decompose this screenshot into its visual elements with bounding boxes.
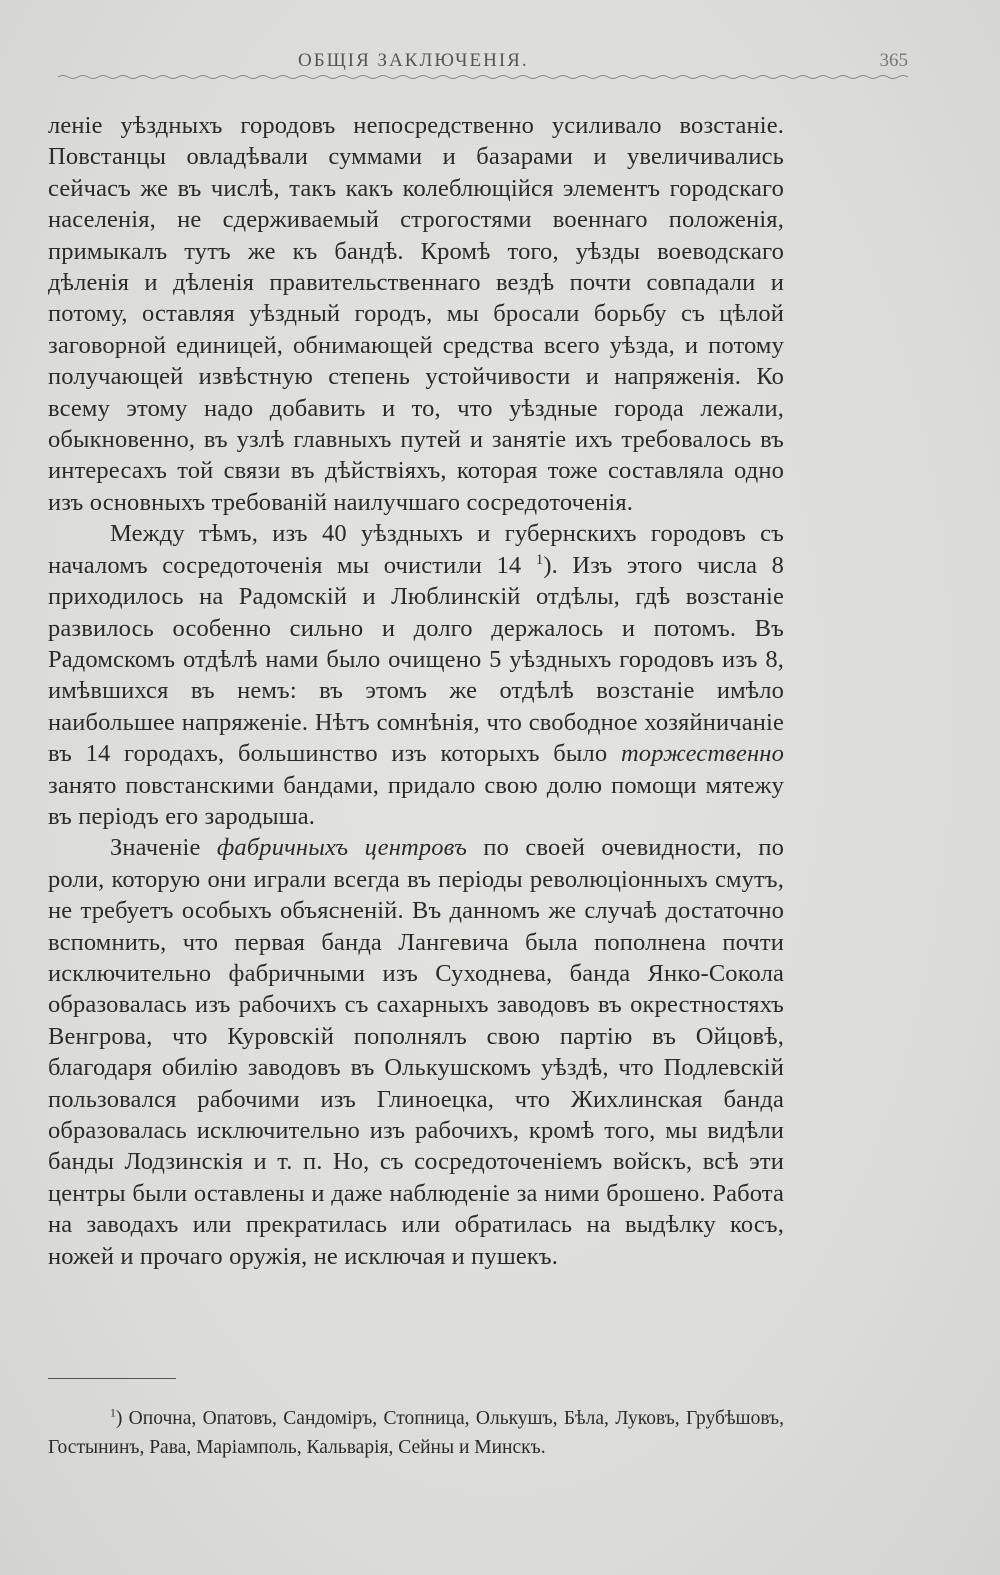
- footnote-divider: [48, 1378, 176, 1379]
- paragraph-3-part-b: по своей очевидности, по роли, которую они играли всегда въ періоды революціонныхъ смутъ, не требуетъ особыхъ объясненій. Въ данномъ же случаѣ достаточно вспомнить, что первая банда Лангевича была пополнена почти исключительно фабричными изъ Суходнева, банда Янко-Сокола образовалась изъ рабочихъ съ сахарныхъ заводовъ въ окрестностяхъ Венгрова, что Куровскій пополнялъ свою партію въ Ойцовѣ, благодаря обилію заводовъ въ Олькушскомъ уѣздѣ, что Подлевскій пользовался рабочими изъ Глиноецка, что Жихлинская банда образовалась исключительно изъ рабочихъ, кромѣ того, мы видѣли банды Лодзинскія и т. п. Но, съ сосредоточеніемъ войскъ, всѣ эти центры были оставлены и даже наблюденіе за ними брошено. Работа на заводахъ или прекратилась или обратилась на выдѣлку косъ, ножей и прочаго оружія, не исключая и пушекъ.: [48, 834, 784, 1270]
- main-text: [48, 110, 784, 1272]
- footnote-reference: 1: [535, 551, 544, 568]
- paragraph-3: [48, 832, 784, 1272]
- footnote: [48, 1404, 784, 1462]
- paragraph-3-part-a: Значеніе: [110, 834, 201, 862]
- paragraph-2-part-b: ). Изъ этого числа 8 приходилось на Радомскій и Люблинскій отдѣлы, гдѣ возстаніе развилось особенно сильно и долго держалось и потомъ. Въ Радомскомъ отдѣлѣ нами было очищено 5 уѣздныхъ городовъ изъ 8, имѣвшихся въ немъ: въ этомъ же отдѣлѣ возстаніе имѣло наибольшее напряженіе. Нѣтъ сомнѣнія, что свободное хозяйничаніе въ 14 городахъ, большинство изъ которыхъ было: [48, 551, 785, 768]
- footnote-text: ) Опочна, Опатовъ, Сандоміръ, Стопница, Олькушъ, Бѣла, Луковъ, Грубѣшовъ, Гостынинъ, Рава, Маріамполь, Кальварія, Сейны и Минскъ.: [48, 1408, 784, 1458]
- emphasis-solemnly: торжественно: [620, 740, 784, 768]
- paragraph-2: [48, 518, 784, 832]
- running-title: ОБЩІЯ ЗАКЛЮЧЕНІЯ.: [298, 50, 529, 71]
- paragraph-1: леніе уѣздныхъ городовъ непосредственно усиливало возстаніе. Повстанцы овладѣвали суммами и базарами и увеличивались сейчасъ же въ числѣ, такъ какъ колеблющійся элементъ городскаго населенія, не сдерживаемый строгостями военнаго положенія, примыкалъ тутъ же къ бандѣ. Кромѣ того, уѣзды воеводскаго дѣленія и дѣленія правительственнаго вездѣ почти совпадали и потому, оставляя уѣздный городъ, мы бросали борьбу съ цѣлой заговорной единицей, обнимающей средства всего уѣзда, и потому получающей извѣстную степень устойчивости и напряженія. Ко всему этому надо добавить и то, что уѣздные города лежали, обыкновенно, въ узлѣ главныхъ путей и занятіе ихъ требовалось въ интересахъ той связи въ дѣйствіяхъ, которая тоже составляла одно изъ основныхъ требованій наилучшаго сосредоточенія.: [48, 112, 784, 516]
- footnote-marker: 1: [110, 1406, 116, 1420]
- page-header: [48, 44, 908, 84]
- paragraph-2-part-c: занято повстанскими бандами, придало свою долю помощи мятежу въ періодъ его зародыша.: [48, 771, 784, 830]
- header-wavy-rule: [58, 74, 908, 80]
- paragraph-2-part-a: Между тѣмъ, изъ 40 уѣздныхъ и губернскихъ городовъ съ началомъ сосредоточенія мы очистили 14: [48, 520, 784, 579]
- page-number: 365: [879, 50, 908, 71]
- emphasis-factory-centers: фабричныхъ центровъ: [216, 834, 467, 862]
